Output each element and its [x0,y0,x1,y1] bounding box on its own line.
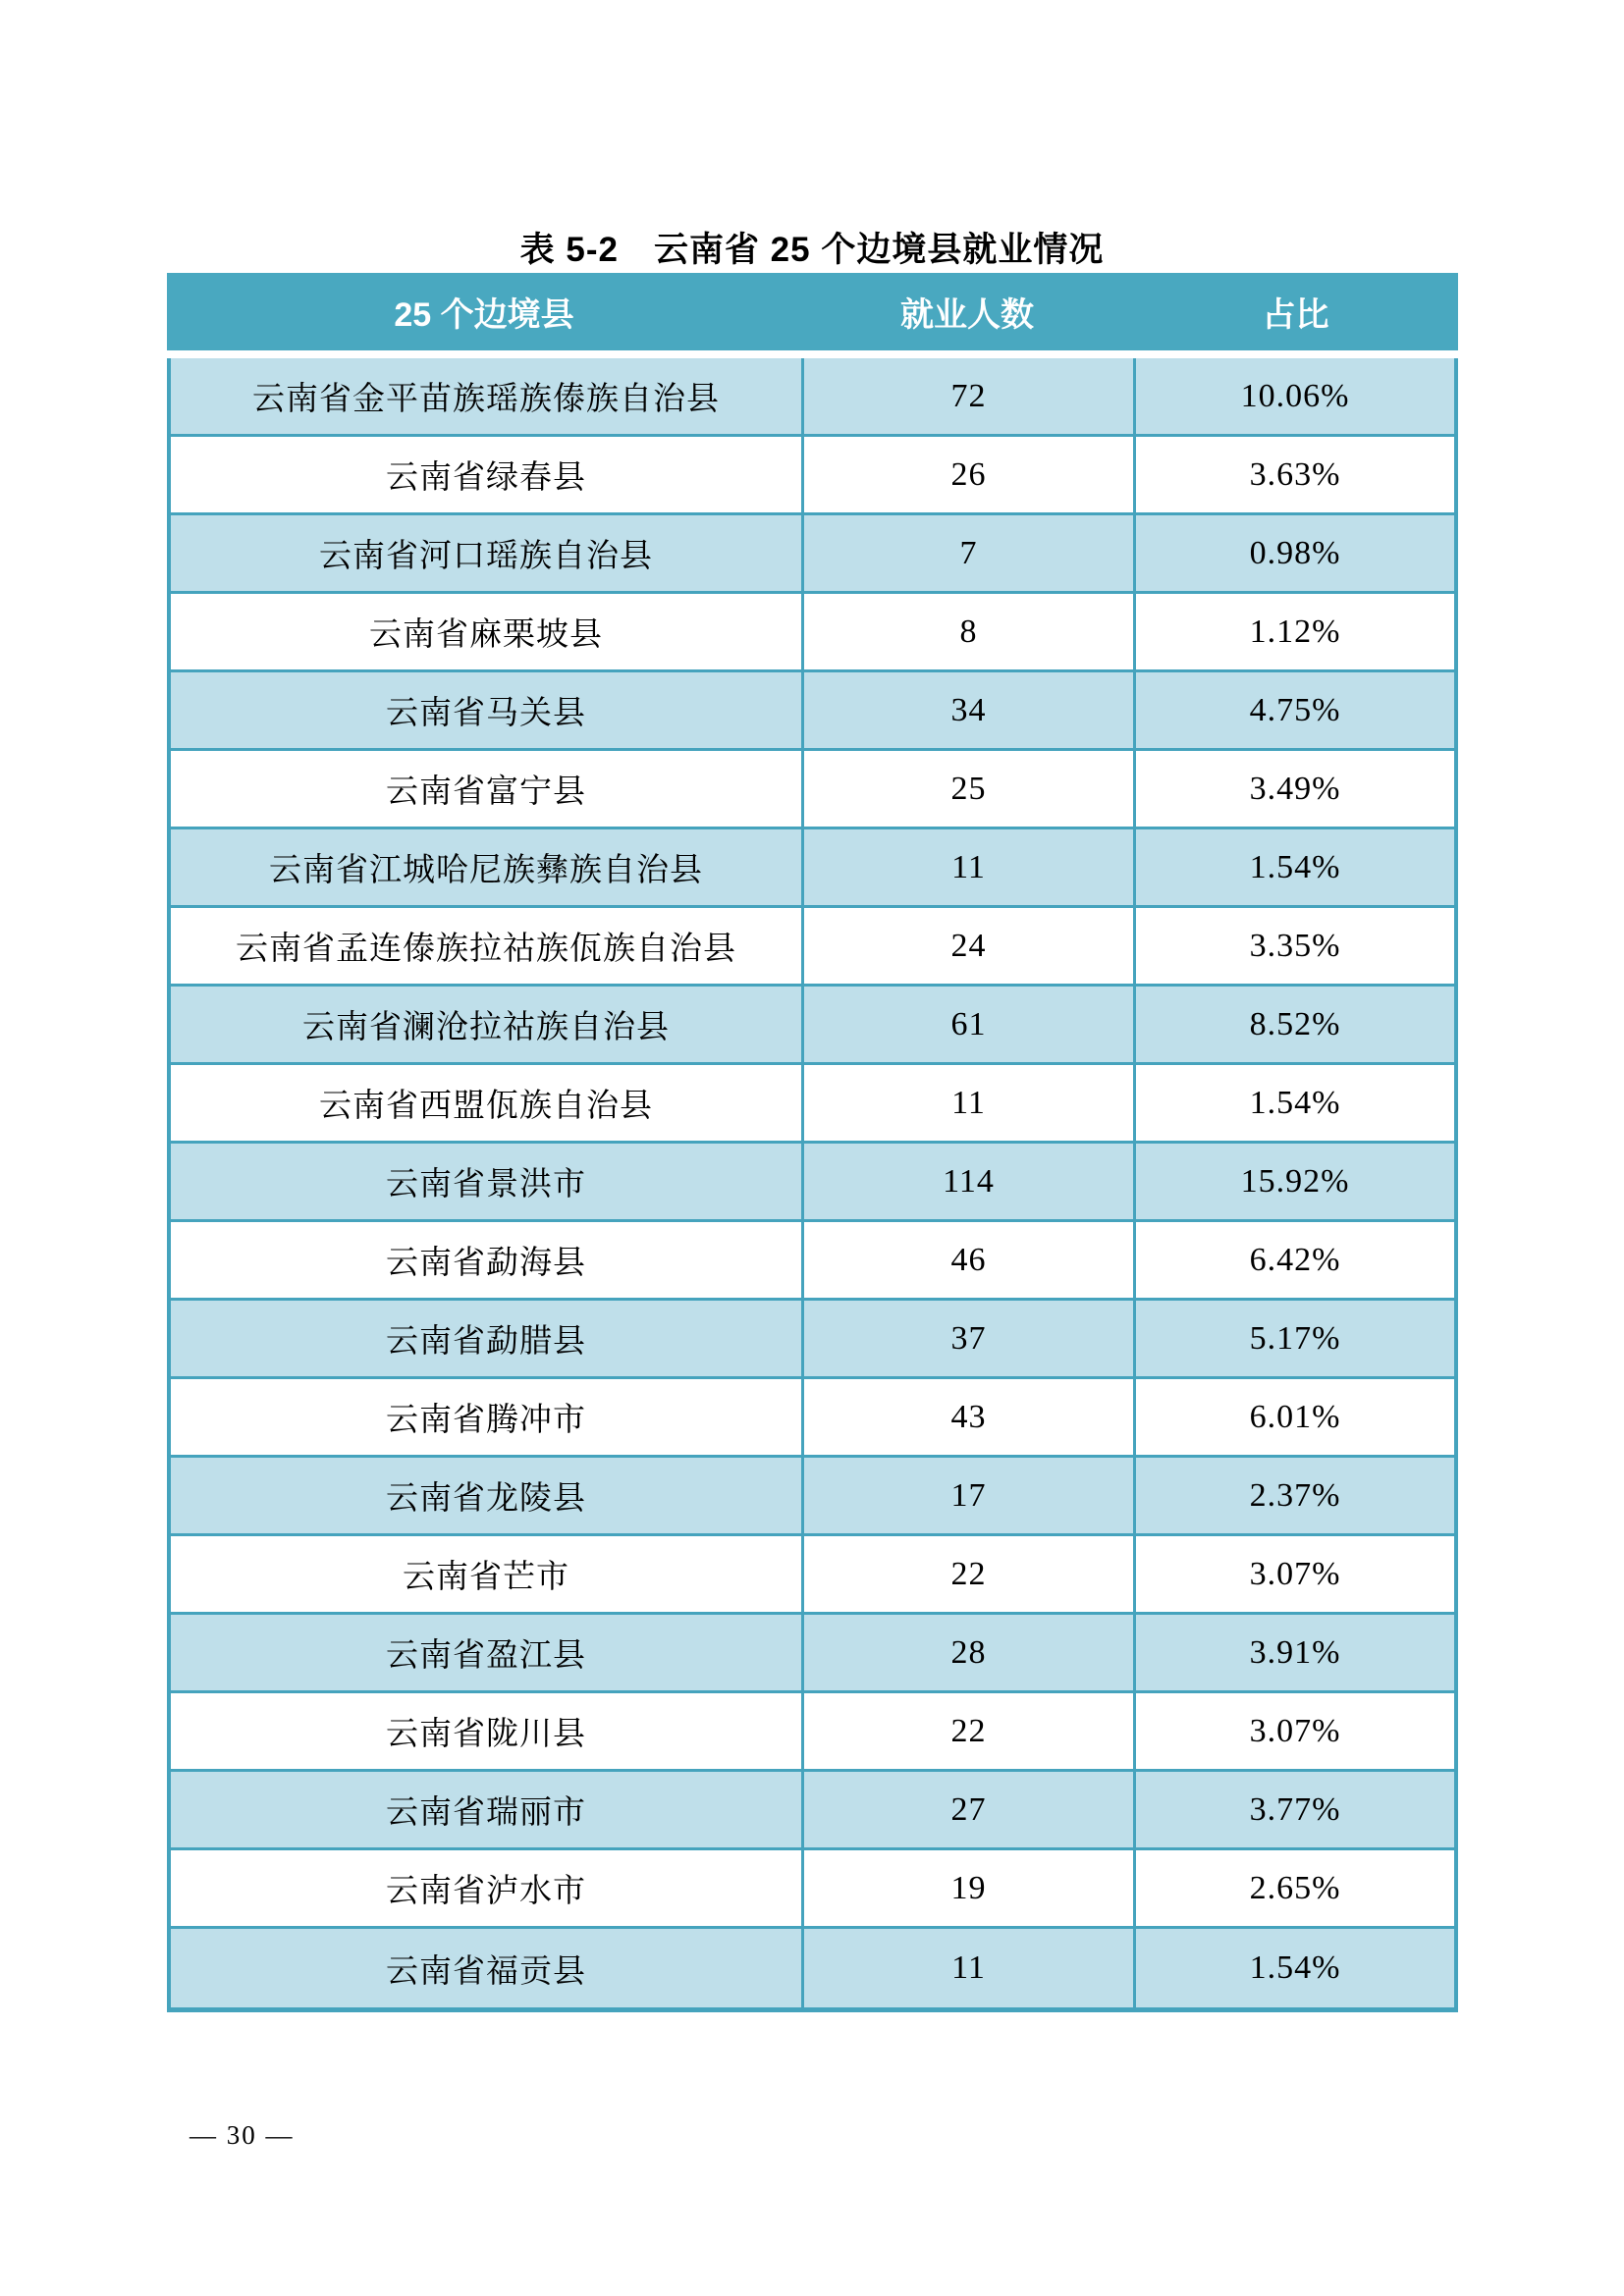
employed-cell: 22 [801,1693,1133,1769]
share-cell: 3.35% [1133,908,1454,984]
table-row [171,1458,1454,1536]
table-row [171,1379,1454,1458]
employed-cell: 28 [801,1615,1133,1690]
county-cell: 云南省金平苗族瑶族傣族自治县 [252,382,720,417]
employed-cell: 17 [801,1458,1133,1533]
employed-cell: 24 [801,908,1133,984]
table-row [171,1144,1454,1222]
employed-cell: 11 [801,1065,1133,1141]
table-row [171,829,1454,908]
table-row [171,1536,1454,1615]
table-row [171,987,1454,1065]
employed-cell: 114 [801,1144,1133,1219]
employed-cell: 72 [801,358,1133,434]
employed-cell: 11 [801,829,1133,905]
table-row [171,1301,1454,1379]
column-header-border-counties: 25 个边境县 [394,296,574,334]
county-cell: 云南省腾冲市 [386,1403,586,1438]
share-cell: 10.06% [1133,358,1454,434]
share-cell: 1.54% [1133,1929,1454,2007]
table-row [171,672,1454,751]
table-row [171,1222,1454,1301]
share-cell: 1.12% [1133,594,1454,669]
share-cell: 2.65% [1133,1850,1454,1926]
share-cell: 2.37% [1133,1458,1454,1533]
county-cell: 云南省勐腊县 [386,1324,586,1360]
share-cell: 3.91% [1133,1615,1454,1690]
share-cell: 1.54% [1133,1065,1454,1141]
employment-table [167,273,1458,2012]
table-row [171,1929,1454,2007]
table-row [171,751,1454,829]
county-cell: 云南省勐海县 [386,1246,586,1281]
table-row [171,594,1454,672]
county-cell: 云南省龙陵县 [386,1481,586,1517]
table-row [171,1615,1454,1693]
header-separator [167,350,1458,358]
table-row [171,1065,1454,1144]
county-cell: 云南省芒市 [403,1560,569,1595]
share-cell: 4.75% [1133,672,1454,748]
table-row [171,437,1454,515]
employed-cell: 11 [801,1929,1133,2007]
employed-cell: 37 [801,1301,1133,1376]
employed-cell: 7 [801,515,1133,591]
table-header-row [167,273,1458,350]
county-cell: 云南省福贡县 [386,1953,586,1990]
share-cell: 3.63% [1133,437,1454,512]
employed-cell: 26 [801,437,1133,512]
column-header-employed-count: 就业人数 [900,296,1034,334]
county-cell: 云南省盈江县 [386,1638,586,1674]
share-cell: 0.98% [1133,515,1454,591]
employed-cell: 8 [801,594,1133,669]
county-cell: 云南省马关县 [386,696,586,731]
employed-cell: 34 [801,672,1133,748]
table-row [171,1850,1454,1929]
share-cell: 3.07% [1133,1693,1454,1769]
county-cell: 云南省绿春县 [386,460,586,496]
employed-cell: 25 [801,751,1133,827]
column-header-share: 占比 [1262,296,1329,334]
page-number: — 30 — [189,2120,295,2150]
county-cell: 云南省孟连傣族拉祜族佤族自治县 [236,932,736,967]
county-cell: 云南省江城哈尼族彝族自治县 [269,853,703,888]
share-cell: 3.77% [1133,1772,1454,1847]
employed-cell: 46 [801,1222,1133,1298]
share-cell: 1.54% [1133,829,1454,905]
table-row [171,515,1454,594]
county-cell: 云南省麻栗坡县 [369,617,603,653]
employed-cell: 43 [801,1379,1133,1455]
table-caption: 表 5-2 云南省 25 个边境县就业情况 [519,231,1105,269]
county-cell: 云南省景洪市 [386,1167,586,1202]
table-row [171,1693,1454,1772]
employed-cell: 27 [801,1772,1133,1847]
share-cell: 8.52% [1133,987,1454,1062]
share-cell: 15.92% [1133,1144,1454,1219]
share-cell: 3.49% [1133,751,1454,827]
county-cell: 云南省澜沧拉祜族自治县 [302,1010,670,1045]
employed-cell: 61 [801,987,1133,1062]
table-row [171,358,1454,437]
county-cell: 云南省瑞丽市 [386,1795,586,1831]
share-cell: 6.01% [1133,1379,1454,1455]
table-body [167,358,1458,2012]
employed-cell: 19 [801,1850,1133,1926]
share-cell: 5.17% [1133,1301,1454,1376]
table-row [171,908,1454,987]
county-cell: 云南省西盟佤族自治县 [319,1089,653,1124]
county-cell: 云南省陇川县 [386,1717,586,1752]
county-cell: 云南省富宁县 [386,774,586,810]
share-cell: 3.07% [1133,1536,1454,1612]
county-cell: 云南省河口瑶族自治县 [319,539,653,574]
share-cell: 6.42% [1133,1222,1454,1298]
employed-cell: 22 [801,1536,1133,1612]
county-cell: 云南省泸水市 [386,1874,586,1909]
table-row [171,1772,1454,1850]
